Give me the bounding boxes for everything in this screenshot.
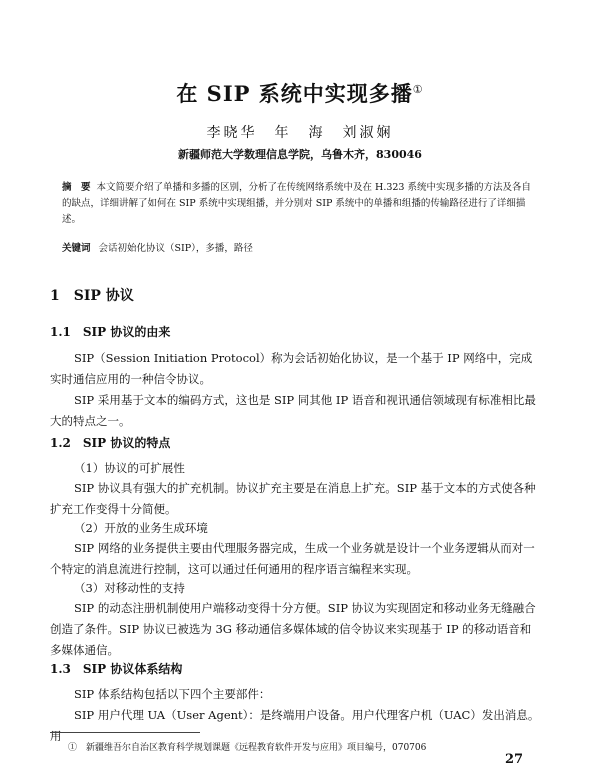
paragraph: SIP 采用基于文本的编码方式，这也是 SIP 同其他 IP 语音和视讯通信领域现有标准相比最大的特点之一。	[50, 393, 536, 428]
paragraph: SIP 网络的业务提供主要由代理服务器完成，生成一个业务就是设计一个业务逻辑从而对一个特定的消息流进行控制，这可以通过任何通用的程序语言编程来实现。	[50, 541, 535, 576]
subheading: （1）协议的可扩展性	[74, 461, 185, 475]
section-heading-1: 1 SIP 协议	[50, 288, 134, 304]
paragraph: SIP 的动态注册机制使用户端移动变得十分方便。SIP 协议为实现固定和移动业务无缝融合创造了条件。SIP 协议已被选为 3G 移动通信多媒体域的信令协议来实现基于 IP 的移动语音和多媒体通信。	[50, 601, 536, 657]
abstract-label: 摘 要	[62, 182, 91, 193]
paper-title-text: 在 SIP 系统中实现多播	[176, 81, 413, 106]
page-number: 27	[505, 752, 524, 767]
footnote-divider	[50, 732, 200, 733]
section-heading-1-1: 1.1 SIP 协议的由来	[50, 325, 171, 339]
affiliation: 新疆师范大学数理信息学院，乌鲁木齐，830046	[178, 148, 422, 161]
keywords-text: 会话初始化协议（SIP），多播，路径	[98, 243, 253, 254]
author-list: 李晓华 年 海 刘淑娴	[206, 125, 394, 141]
paragraph: SIP 协议具有强大的扩充机制。协议扩充主要是在消息上扩充。SIP 基于文本的方式使各种扩充工作变得十分简便。	[50, 481, 536, 516]
paragraph: SIP 体系结构包括以下四个主要部件：	[74, 687, 271, 701]
subheading: （2）开放的业务生成环境	[74, 521, 208, 535]
paper-title	[0, 78, 600, 108]
keywords-label: 关键词	[62, 243, 91, 254]
abstract-text: 本文简要介绍了单播和多播的区别，分析了在传统网络系统中及在 H.323 系统中实现多播的方法及各自的缺点，详细讲解了如何在 SIP 系统中实现组播，并分别对 SIP 系统中的单播和组播的传输路径进行了详细描述。	[62, 182, 531, 225]
title-footnote-mark: ①	[412, 83, 424, 96]
abstract-block	[62, 180, 532, 228]
paragraph: SIP 用户代理 UA（User Agent）：是终端用户设备。用户代理客户机（UAC）发出消息。用	[50, 708, 540, 743]
section-heading-1-3: 1.3 SIP 协议体系结构	[50, 662, 183, 676]
subheading: （3）对移动性的支持	[74, 581, 185, 595]
paragraph: SIP（Session Initiation Protocol）称为会话初始化协议，是一个基于 IP 网络中，完成实时通信应用的一种信令协议。	[50, 351, 533, 386]
section-heading-1-2: 1.2 SIP 协议的特点	[50, 436, 171, 450]
keywords-block	[62, 240, 532, 254]
footnote: ① 新疆维吾尔自治区教育科学规划课题《远程教育软件开发与应用》项目编号，070706	[68, 743, 427, 753]
